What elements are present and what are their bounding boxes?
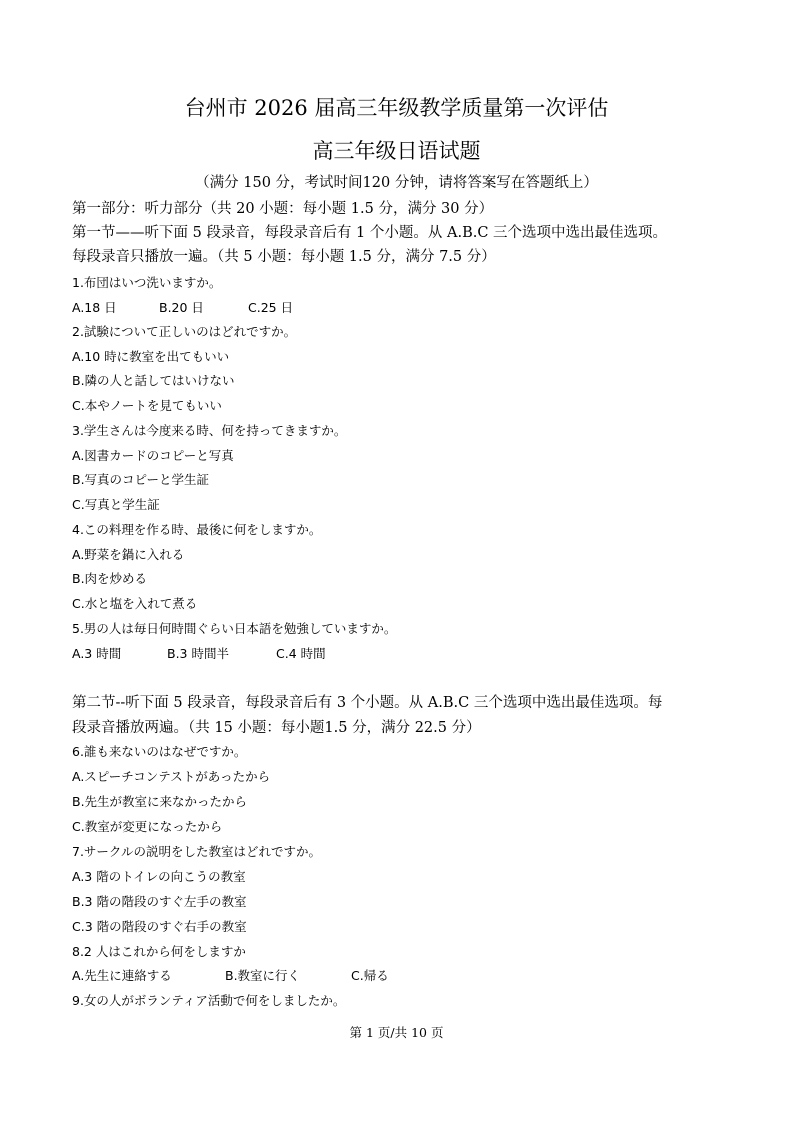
option-c: C.帰る [351, 968, 389, 983]
page-number: 第 1 页/共 10 页 [349, 1025, 444, 1040]
question-2-option-a: A.10 時に教室を出てもいい [72, 349, 230, 364]
question-6: 6.誰も来ないのはなぜですか。 [72, 744, 247, 759]
question-7-option-a: A.3 階のトイレの向こうの教室 [72, 869, 246, 884]
question-8: 8.2 人はこれから何をしますか [72, 944, 246, 959]
section1-instruction-line2: 每段录音只播放一遍。（共 5 小题：每小题 1.5 分，满分 7.5 分） [72, 249, 496, 265]
question-4-option-b: B.肉を炒める [72, 571, 148, 586]
question-6-option-b: B.先生が教室に来なかったから [72, 794, 248, 809]
section2-instruction-line2: 段录音播放两遍。（共 15 小题：每小题1.5 分，满分 22.5 分） [72, 720, 481, 736]
option-a: A.3 時間 [72, 646, 122, 661]
option-b: B.3 時間半 [167, 646, 229, 661]
question-3-option-c: C.写真と学生証 [72, 497, 160, 512]
section2-instruction-line1: 第二节--听下面 5 段录音，每段录音后有 3 个小题。从 A.B.C 三个选项中选出最佳选项。每 [72, 695, 663, 711]
part1-heading: 第一部分：听力部分（共 20 小题：每小题 1.5 分，满分 30 分） [72, 201, 494, 217]
question-5-options [72, 644, 326, 664]
question-5: 5.男の人は毎日何時間ぐらい日本語を勉強していますか。 [72, 621, 397, 636]
option-b: B.20 日 [159, 300, 204, 315]
option-a: A.先生に連絡する [72, 968, 172, 983]
question-7: 7.サークルの説明をした教室はどれですか。 [72, 844, 322, 859]
question-8-options [72, 966, 389, 986]
question-9: 9.女の人がボランティア活動で何をしましたか。 [72, 993, 346, 1008]
question-4-option-a: A.野菜を鍋に入れる [72, 547, 185, 562]
question-3: 3.学生さんは今度来る時、何を持ってきますか。 [72, 423, 347, 438]
question-2-option-c: C.本やノートを見てもいい [72, 398, 222, 413]
section1-instruction-line1: 第一节——听下面 5 段录音，每段录音后有 1 个小题。从 A.B.C 三个选项中选出最佳选项。 [72, 225, 668, 241]
option-c: C.4 時間 [276, 646, 326, 661]
question-3-option-b: B.写真のコピーと学生証 [72, 472, 210, 487]
question-3-option-a: A.図書カードのコピーと写真 [72, 448, 234, 463]
exam-subtitle: 高三年级日语试题 [312, 139, 481, 163]
option-b: B.教室に行く [225, 968, 301, 983]
question-2: 2.試験について正しいのはどれですか。 [72, 324, 297, 339]
option-c: C.25 日 [248, 300, 294, 315]
question-4-option-c: C.水と塩を入れて煮る [72, 596, 198, 611]
question-6-option-a: A.スピーチコンテストがあったから [72, 769, 271, 784]
question-2-option-b: B.隣の人と話してはいけない [72, 373, 235, 388]
question-1-options [72, 298, 293, 318]
option-a: A.18 日 [72, 300, 117, 315]
question-7-option-b: B.3 階の階段のすぐ左手の教室 [72, 894, 247, 909]
question-1: 1.布団はいつ洗いますか。 [72, 275, 222, 290]
exam-title: 台州市 2026 届高三年级教学质量第一次评估 [184, 96, 609, 120]
question-6-option-c: C.教室が変更になったから [72, 819, 223, 834]
question-7-option-c: C.3 階の階段のすぐ右手の教室 [72, 919, 247, 934]
exam-note: （满分 150 分，考试时间120 分钟，请将答案写在答题纸上） [195, 175, 598, 191]
question-4: 4.この料理を作る時、最後に何をしますか。 [72, 522, 322, 537]
